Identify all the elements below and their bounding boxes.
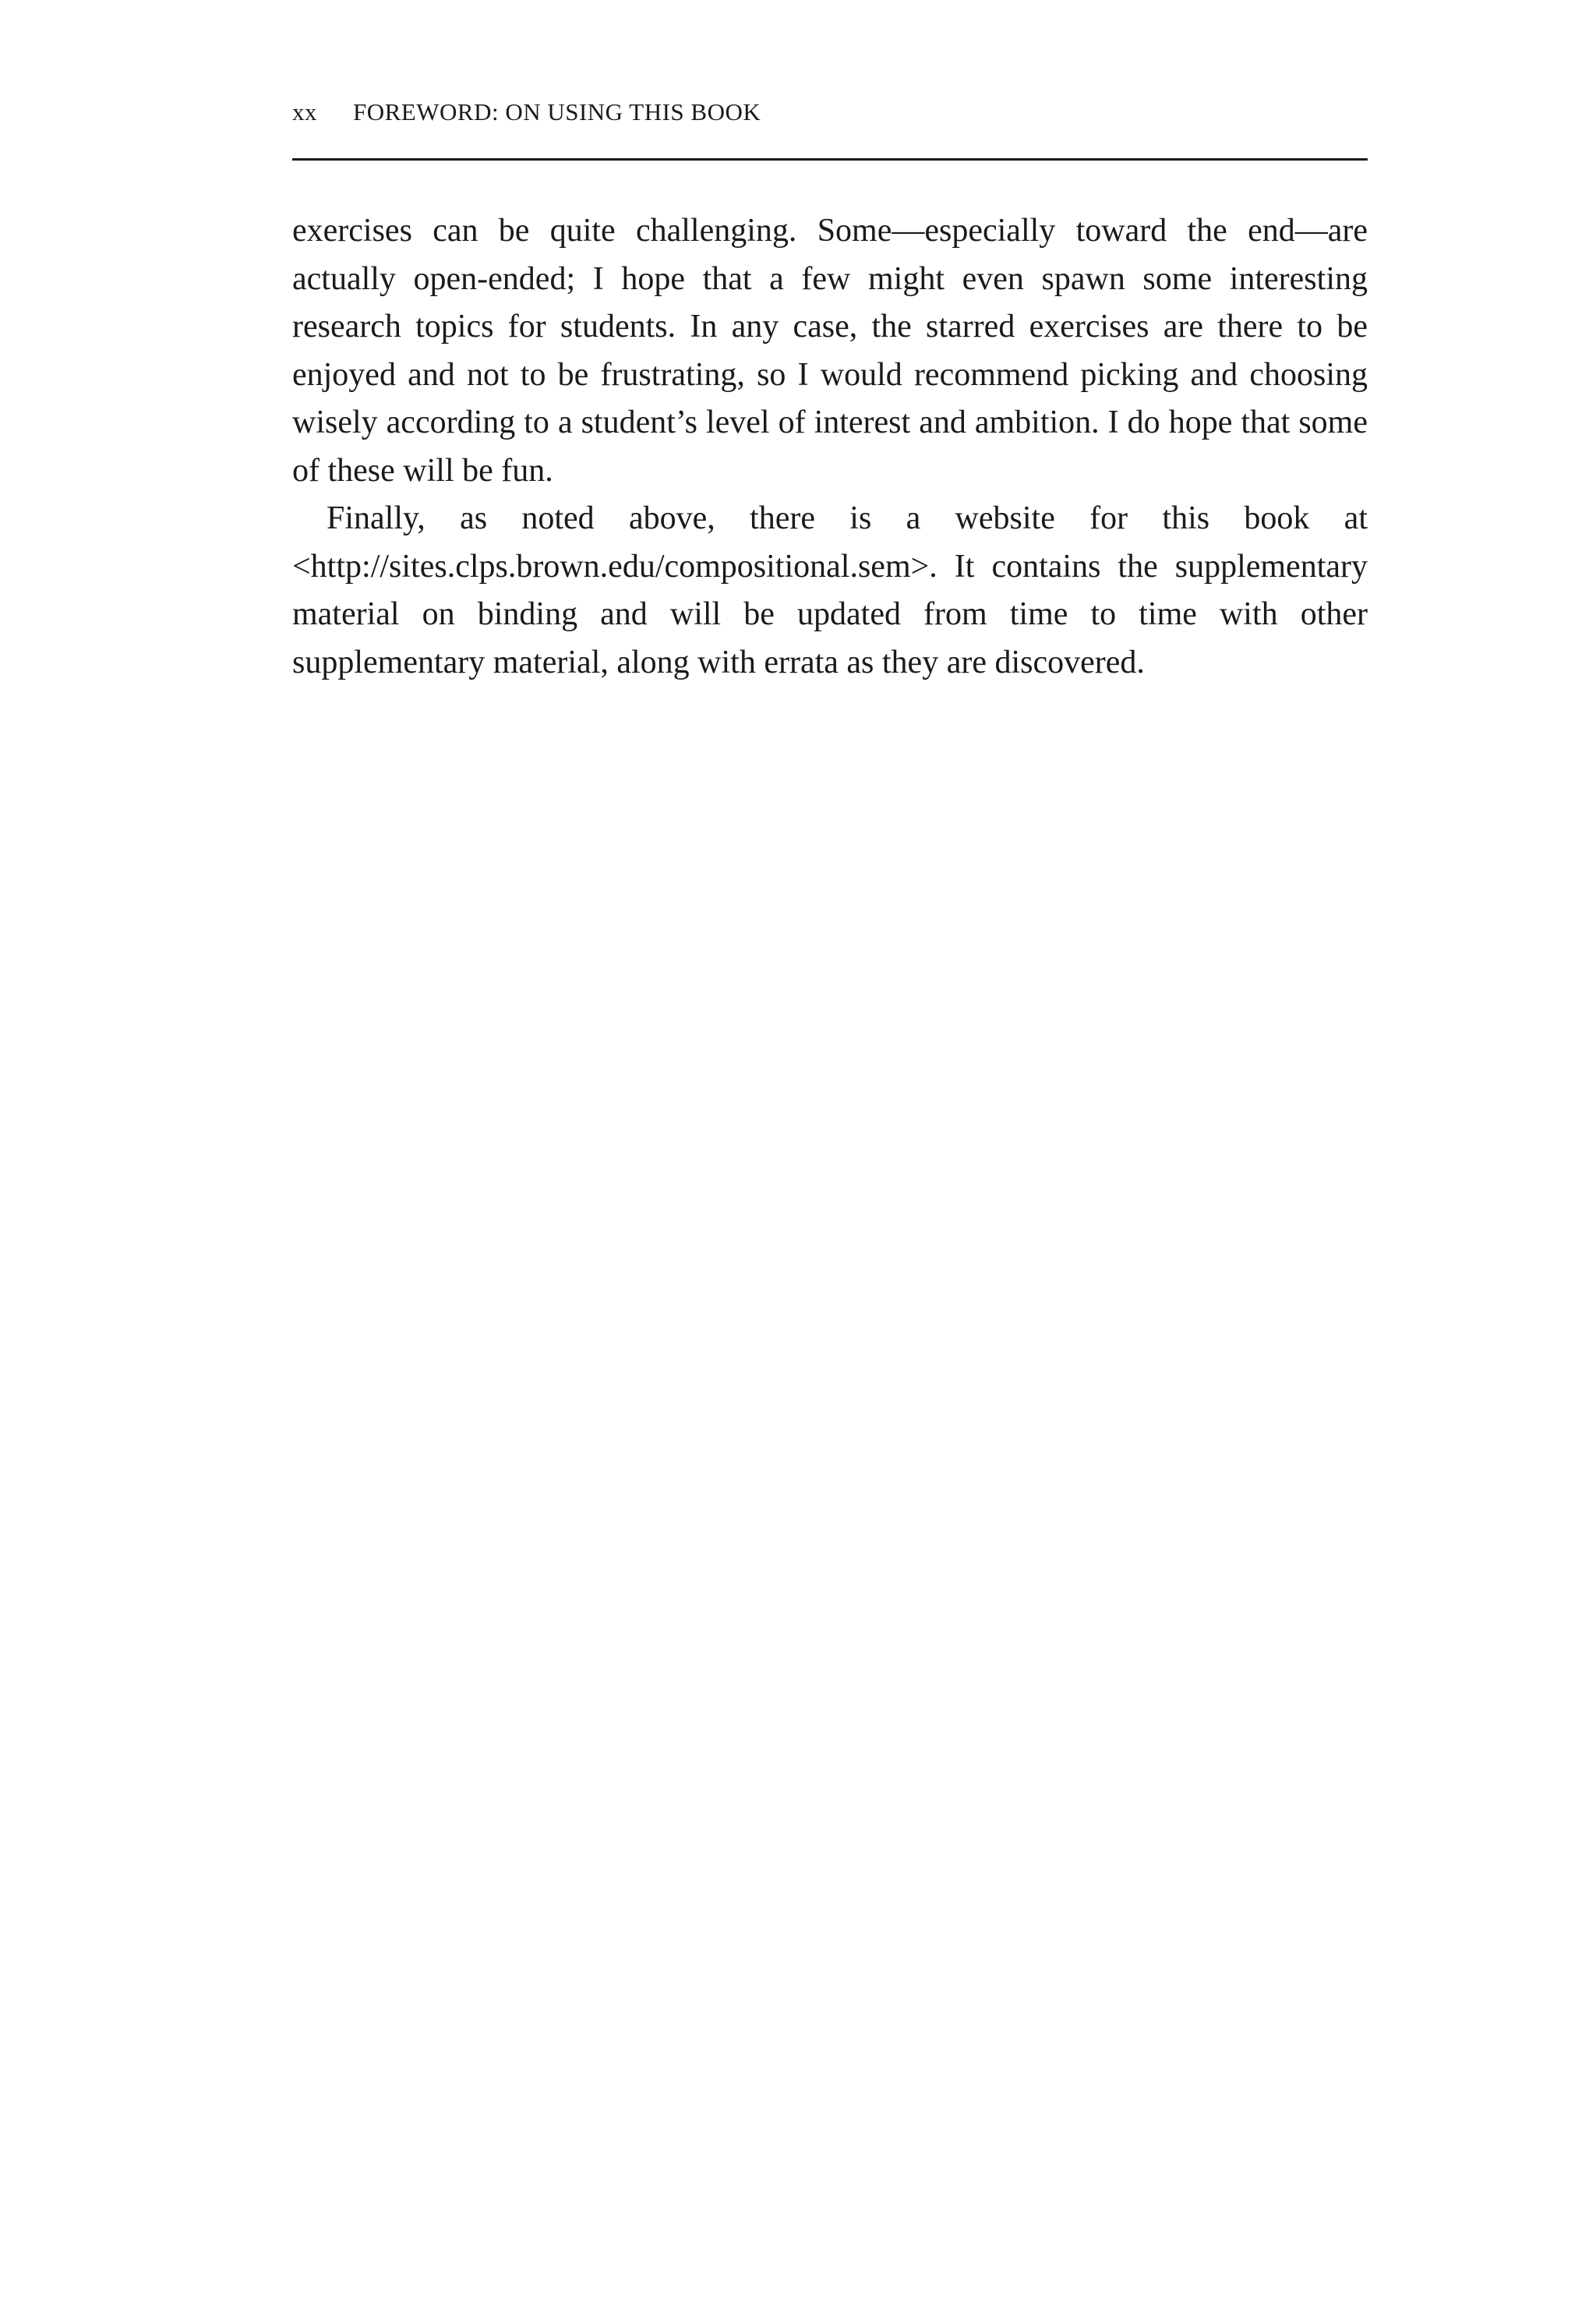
running-head: [292, 97, 1368, 128]
paragraph-website-note: Finally, as noted above, there is a website for this book at <http://sites.clps.brown.edu/compositional.sem>. It contains the supplementary material on binding and will be updated from time to time with other supplementary material, along with errata as they are discovered.: [292, 500, 1368, 680]
page-number: xx: [292, 98, 317, 125]
running-head-title: FOREWORD: ON USING THIS BOOK: [353, 98, 761, 125]
header-rule: [292, 158, 1368, 161]
body-text: [292, 207, 1368, 687]
paragraph-continued: exercises can be quite challenging. Some—especially toward the end—are actually open-ended; I hope that a few might even spawn some interesting research topics for students. In any case, the starred exercises are there to be enjoyed and not to be frustrating, so I would recommend picking and choosing wisely according to a student’s level of interest and ambition. I do hope that some of these will be fun.: [292, 213, 1368, 489]
